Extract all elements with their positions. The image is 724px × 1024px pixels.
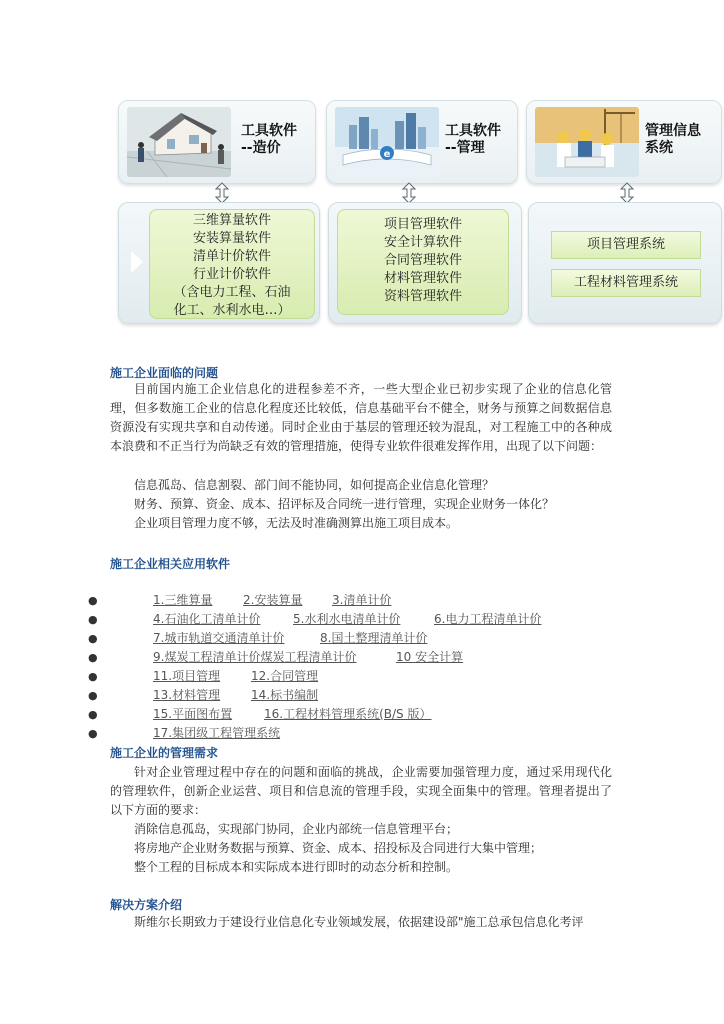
cost-software-item: 三维算量软件	[192, 213, 271, 228]
software-heading: 施工企业相关应用软件	[110, 557, 231, 571]
list-item	[88, 705, 648, 724]
software-link[interactable]: 16.工程材料管理系统(B/S 版）	[264, 707, 432, 721]
manage-software-item: 合同管理软件	[383, 253, 462, 268]
software-list	[88, 591, 648, 743]
needs-paragraph: 针对企业管理过程中存在的问题和面临的挑战，企业需要加强管理力度，通过采用现代化的管理软件，创新企业运营、项目和信息流的管理手段，实现全面集中的管理。管理者提出了以下方面的要求：	[110, 765, 612, 817]
systems-card	[528, 202, 722, 324]
bullet-icon: ●	[88, 594, 98, 607]
cost-software-item: （含电力工程、石油	[173, 285, 291, 300]
cost-software-box	[149, 209, 315, 319]
problem-item: 企业项目管理力度不够，无法及时准确测算出施工项目成本。	[134, 516, 459, 530]
bullet-icon: ●	[88, 727, 98, 740]
need-item: 将房地产企业财务数据与预算、资金、成本、招投标及合同进行大集中管理；	[134, 841, 543, 855]
software-link[interactable]: 15.平面图布置	[153, 707, 233, 721]
house-construction-image	[127, 107, 231, 177]
manage-software-item: 安全计算软件	[383, 235, 462, 250]
tool-cost-label: 工具软件 --造价	[241, 123, 297, 156]
cost-software-item: 清单计价软件	[192, 249, 271, 264]
need-item: 整个工程的目标成本和实际成本进行即时的动态分析和控制。	[134, 860, 459, 874]
up-down-arrow-icon	[402, 182, 416, 204]
software-link[interactable]: 13.材料管理	[153, 688, 221, 702]
manage-software-box	[337, 209, 509, 315]
problem-item: 信息孤岛、信息割裂、部门间不能协同，如何提高企业信息化管理？	[134, 478, 495, 492]
bullet-icon: ●	[88, 632, 98, 645]
problems-paragraph: 目前国内施工企业信息化的进程参差不齐，一些大型企业已初步实现了企业的信息化管理，但多数施工企业的信息化程度还比较低，信息基础平台不健全，财务与预算之间数据信息资源没有实现共享和自动传递。同时企业由于基层的管理还较为混乱，对工程施工中的各种成本浪费和不正当行为尚缺乏有效的管理措施，使得专业软件很难发挥作用，出现了以下问题：	[110, 382, 612, 453]
tool-manage-label: 工具软件 --管理	[445, 123, 501, 156]
cost-software-item: 安装算量软件	[192, 231, 271, 246]
list-item	[88, 724, 648, 743]
software-link[interactable]: 4.石油化工清单计价	[153, 612, 261, 626]
list-item	[88, 629, 648, 648]
manage-software-item: 材料管理软件	[383, 271, 462, 286]
material-management-system: 工程材料管理系统	[551, 269, 701, 297]
cost-software-item: 化工、水利水电…）	[173, 303, 291, 318]
engineers-image	[535, 107, 639, 177]
software-link[interactable]: 9.煤炭工程清单计价煤炭工程清单计价	[153, 650, 357, 664]
up-down-arrow-icon	[620, 182, 634, 204]
solution-heading: 解决方案介绍	[110, 898, 183, 912]
svg-text:e: e	[383, 149, 391, 160]
software-link[interactable]: 2.安装算量	[243, 593, 303, 607]
manage-software-item: 项目管理软件	[383, 217, 462, 232]
manage-software-card	[328, 202, 522, 324]
bullet-icon: ●	[88, 670, 98, 683]
bullet-icon: ●	[88, 708, 98, 721]
bullet-icon: ●	[88, 689, 98, 702]
software-link[interactable]: 6.电力工程清单计价	[434, 612, 542, 626]
software-link[interactable]: 7.城市轨道交通清单计价	[153, 631, 285, 645]
software-link[interactable]: 17.集团级工程管理系统	[153, 726, 281, 740]
software-link[interactable]: 10 安全计算	[396, 650, 464, 664]
needs-heading: 施工企业的管理需求	[110, 746, 219, 760]
list-item	[88, 686, 648, 705]
problem-item: 财务、预算、资金、成本、招评标及合同统一进行管理，实现企业财务一体化？	[134, 497, 555, 511]
manage-software-item: 资料管理软件	[383, 289, 462, 304]
tool-cost-card	[118, 100, 316, 184]
list-item	[88, 610, 648, 629]
bullet-icon: ●	[88, 651, 98, 664]
software-link[interactable]: 8.国土整理清单计价	[320, 631, 428, 645]
software-link[interactable]: 3.清单计价	[332, 593, 392, 607]
project-management-system: 项目管理系统	[551, 231, 701, 259]
bullet-icon: ●	[88, 613, 98, 626]
software-link[interactable]: 11.项目管理	[153, 669, 221, 683]
cost-software-card	[118, 202, 320, 324]
list-item	[88, 591, 648, 610]
need-item: 消除信息孤岛，实现部门协同，企业内部统一信息管理平台；	[134, 822, 459, 836]
software-architecture-diagram	[118, 100, 720, 326]
software-link[interactable]: 14.标书编制	[251, 688, 319, 702]
software-link[interactable]: 1.三维算量	[153, 593, 213, 607]
software-link[interactable]: 12.合同管理	[251, 669, 319, 683]
chevron-right-icon	[131, 251, 143, 273]
cost-software-item: 行业计价软件	[192, 267, 271, 282]
solution-paragraph: 斯维尔长期致力于建设行业信息化专业领域发展，依据建设部"施工总承包信息化考评	[134, 915, 584, 929]
up-down-arrow-icon	[215, 182, 229, 204]
city-book-image	[335, 107, 439, 177]
list-item	[88, 648, 648, 667]
problems-heading: 施工企业面临的问题	[110, 366, 219, 380]
software-link[interactable]: 5.水利水电清单计价	[293, 612, 401, 626]
mis-label: 管理信息 系统	[645, 123, 701, 156]
list-item	[88, 667, 648, 686]
tool-manage-card	[326, 100, 518, 184]
mis-card	[526, 100, 722, 184]
